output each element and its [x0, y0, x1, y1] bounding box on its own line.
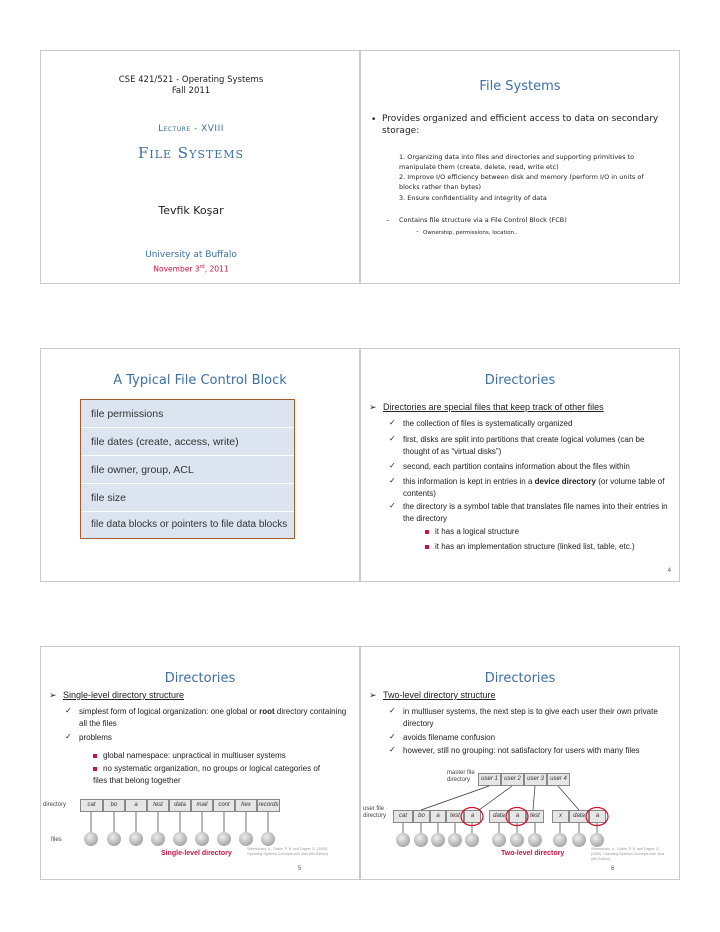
dir-cell: a [509, 810, 526, 823]
dir-cell: x [552, 810, 569, 823]
user-cell: user 3 [524, 773, 547, 786]
square-bullet-icon [425, 545, 429, 549]
file-node-icon [590, 833, 604, 847]
dir-cell: cont [213, 799, 235, 812]
slide-title: Directories [484, 671, 556, 686]
course-term: Fall 2011 [171, 86, 211, 96]
file-node-icon [572, 833, 586, 847]
fcb-row-dates: file dates (create, access, write) [81, 428, 294, 456]
check-item-3: second, each partition contains information about the files within [403, 462, 630, 471]
figure-credit: Silberschatz, A., Galvin, P. B. and Gagne, G. (2005). Operating Systems Concepts with Java (6th Edition). [591, 847, 665, 861]
user-cell: user 1 [478, 773, 501, 786]
user-directory-label: user file directory [363, 806, 387, 819]
dir-cell: a [464, 810, 481, 823]
numbered-item-1: 1. Organizing data into files and directories and supporting primitives to manipulate them (create, delete, read, write etc) [399, 153, 635, 171]
file-node-icon [465, 833, 479, 847]
file-node-icon [431, 833, 445, 847]
slide-1 [40, 50, 360, 284]
university-name: University at Buffalo [145, 250, 237, 260]
dir-cell: hex [235, 799, 257, 812]
check-icon: ✓ [389, 706, 396, 715]
file-node-icon [261, 832, 275, 846]
square-bullet-icon [425, 530, 429, 534]
dash-marker: – [386, 216, 390, 224]
slide-2 [360, 50, 680, 284]
check-icon: ✓ [389, 476, 396, 485]
square-item-1: global namespace: unpractical in multiuser systems [93, 750, 348, 762]
file-node-icon [84, 832, 98, 846]
user-cell: user 2 [501, 773, 524, 786]
check-icon: ✓ [65, 706, 72, 715]
page-number: 4 [667, 568, 671, 574]
fcb-row-blocks: file data blocks or pointers to file data blocks [91, 519, 288, 530]
file-node-icon [151, 832, 165, 846]
dir-cell: cat [80, 799, 103, 812]
slide-6 [360, 646, 680, 880]
slide-title: A Typical File Control Block [113, 373, 287, 388]
fcb-row-size: file size [81, 484, 294, 512]
dir-cell: mail [191, 799, 213, 812]
dir-cell: records [257, 799, 280, 812]
dir-cell: a [125, 799, 147, 812]
page-number: 6 [611, 866, 615, 872]
file-node-icon [492, 833, 506, 847]
slide-3 [40, 348, 360, 582]
sub-sub-bullet: Ownership, permissions, location.. [423, 230, 518, 236]
check-icon: ✓ [389, 461, 396, 470]
square-item-1: it has a logical structure [425, 526, 670, 538]
arrow-bullet: ➢ [369, 690, 377, 700]
check-icon: ✓ [65, 732, 72, 741]
dir-cell: data [169, 799, 191, 812]
numbered-item-3: 3. Ensure confidentiality and integrity of data [399, 194, 547, 202]
main-bullet: Single-level directory structure [63, 690, 185, 700]
file-node-icon [510, 833, 524, 847]
slide-5 [40, 646, 360, 880]
lecture-date: November 3rd, 2011 [153, 264, 229, 274]
dir-cell: data [569, 810, 589, 823]
file-node-icon [414, 833, 428, 847]
check-item-1: the collection of files is systematically organized [403, 419, 573, 428]
sub-bullet: Contains file structure via a File Control Block (FCB) [399, 216, 567, 224]
slide-title: Directories [484, 373, 556, 388]
file-node-icon [528, 833, 542, 847]
lecture-number: Lecture - XVIII [158, 124, 224, 134]
main-bullet: Directories are special files that keep track of other files [383, 402, 604, 412]
dir-cell: cat [393, 810, 413, 823]
check-item-2: problems [79, 733, 112, 742]
check-item-1: in multiuser systems, the next step is to give each user their own private directory [403, 707, 658, 728]
master-directory-label: master file directory [447, 770, 475, 783]
user-cell: user 4 [547, 773, 570, 786]
diagram-caption: Two-level directory [501, 850, 565, 857]
dir-cell: a [430, 810, 446, 823]
check-item-2: first, disks are split into partitions that create logical volumes (can be thought of as “virtual disks”) [403, 435, 645, 456]
check-icon: ✓ [389, 501, 396, 510]
files-label: files [51, 837, 62, 843]
file-node-icon [107, 832, 121, 846]
square-item-2: no systematic organization, no groups or logical categories of files that belong together [93, 764, 321, 785]
check-item-5: the directory is a symbol table that translates file names into their entries in the directory [403, 502, 668, 523]
slide-title: Directories [164, 671, 236, 686]
lecture-title: File Systems [137, 144, 245, 162]
dir-cell: test [446, 810, 464, 823]
arrow-bullet: ➢ [369, 402, 377, 412]
dir-cell: test [526, 810, 544, 823]
dir-cell: a [589, 810, 606, 823]
author-name: Tevfik Koşar [158, 204, 224, 217]
main-bullet: Two-level directory structure [383, 690, 496, 700]
arrow-bullet: ➢ [49, 690, 57, 700]
file-node-icon [239, 832, 253, 846]
dir-cell: bo [103, 799, 125, 812]
file-node-icon [129, 832, 143, 846]
fcb-table [80, 399, 295, 539]
figure-credit: Silberschatz, A., Galvin, P. B. and Gagne, G. (2005). Operating Systems Concepts with Java (6th Edition). [247, 847, 329, 856]
slide-4 [360, 348, 680, 582]
check-item-1: simplest form of logical organization: one global or root directory containing all the files [79, 707, 347, 728]
diagram-caption: Single-level directory [161, 850, 232, 857]
dir-cell: test [147, 799, 169, 812]
check-icon: ✓ [389, 732, 396, 741]
main-bullet: Provides organized and efficient access to data on secondary storage: [382, 114, 659, 136]
file-node-icon [173, 832, 187, 846]
file-node-icon [448, 833, 462, 847]
file-node-icon [195, 832, 209, 846]
directory-label: directory [43, 802, 67, 808]
file-node-icon [217, 832, 231, 846]
square-item-2: it has an implementation structure (linked list, table, etc.) [425, 541, 675, 553]
bullet-dot: • [371, 115, 377, 125]
file-node-icon [553, 833, 567, 847]
numbered-item-2: 2. Improve I/O efficiency between disk and memory (perform I/O in units of blocks rather than bytes) [399, 173, 644, 191]
dir-cell: data [489, 810, 509, 823]
check-icon: ✓ [389, 434, 396, 443]
fcb-row-owner: file owner, group, ACL [81, 456, 294, 484]
check-item-4: this information is kept in entries in a device directory (or volume table of contents) [403, 477, 665, 498]
dir-cell: bo [413, 810, 430, 823]
file-node-icon [396, 833, 410, 847]
dash-marker-small: – [416, 229, 419, 235]
check-item-2: avoids filename confusion [403, 733, 496, 742]
course-title: CSE 421/521 - Operating Systems [118, 75, 264, 85]
page-number: 5 [298, 866, 302, 872]
check-item-3: however, still no grouping: not satisfactory for users with many files [403, 746, 640, 755]
slide-title: File Systems [479, 79, 561, 94]
fcb-row-permissions: file permissions [81, 400, 294, 428]
check-icon: ✓ [389, 745, 396, 754]
check-icon: ✓ [389, 418, 396, 427]
